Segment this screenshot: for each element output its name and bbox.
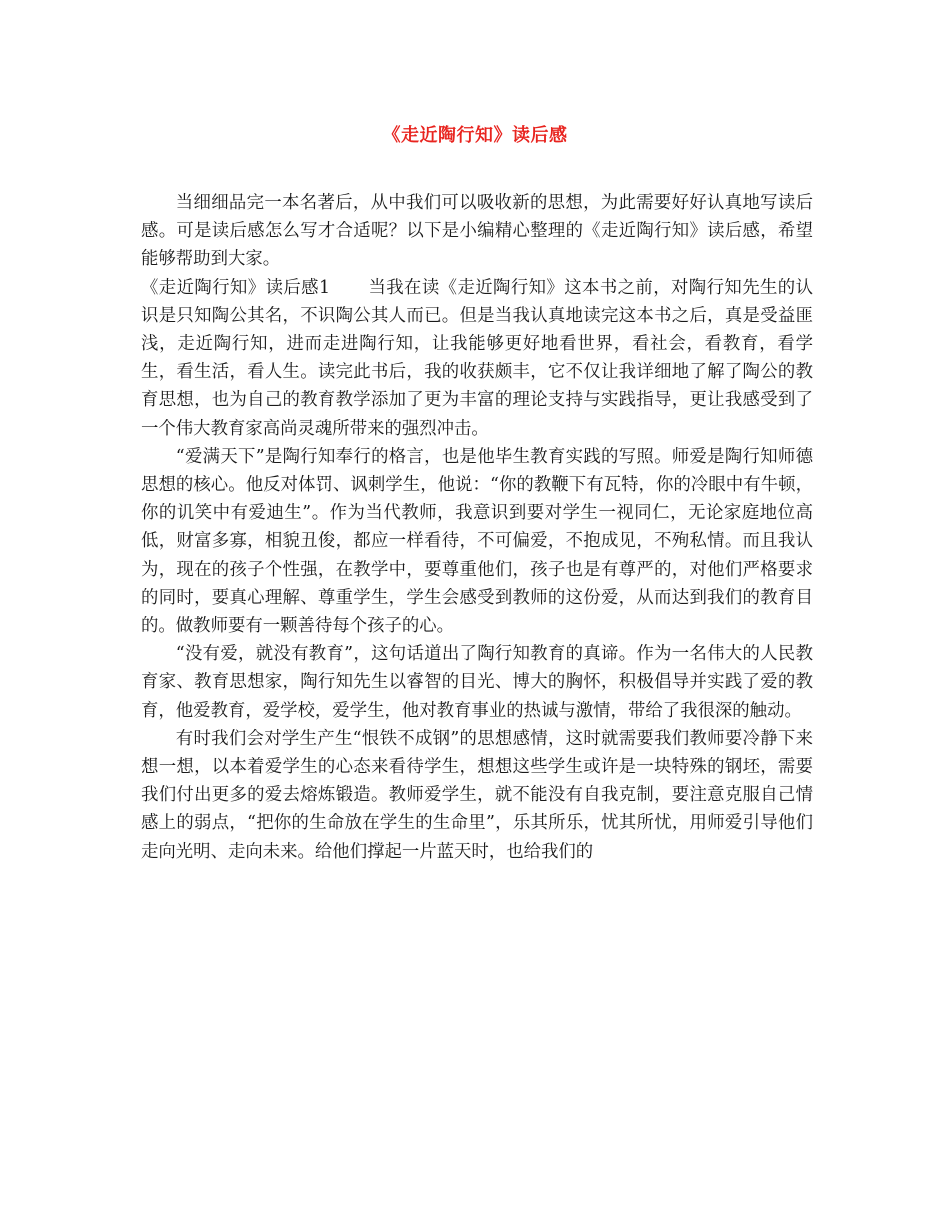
document-title: 《走近陶行知》读后感 — [382, 125, 568, 146]
section-paragraph — [141, 274, 813, 443]
section-first-text: 当我在读《走近陶行知》这本书之前，对陶行知先生的认识是只知陶公其名，不识陶公其人而已。但是当我认真地读完这本书之后，真是受益匪浅，走近陶行知，进而走进陶行知，让我能够更好地看世界，看社会，看教育，看学生，看生活，看人生。读完此书后，我的收获颇丰，它不仅让我详细地了解了陶公的教育思想，也为自己的教育教学添加了更为丰富的理论支持与实践指导，更让我感受到了一个伟大教育家高尚灵魂所带来的强烈冲击。 — [141, 277, 813, 439]
body-paragraph-1: “爱满天下”是陶行知奉行的格言，也是他毕生教育实践的写照。师爱是陶行知师德思想的核心。他反对体罚、讽刺学生，他说：“你的教鞭下有瓦特，你的冷眼中有牛顿，你的讥笑中有爱迪生”。作为当代教师，我意识到要对学生一视同仁，无论家庭地位高低，财富多寡，相貌丑俊，都应一样看待，不可偏爱，不抱成见，不殉私情。而且我认为，现在的孩子个性强，在教学中，要尊重他们，孩子也是有尊严的，对他们严格要求的同时，要真心理解、尊重学生，学生会感受到教师的这份爱，从而达到我们的教育目的。做教师要有一颗善待每个孩子的心。 — [141, 446, 813, 637]
intro-paragraph: 当细细品完一本名著后，从中我们可以吸收新的思想，为此需要好好认真地写读后感。可是读后感怎么写才合适呢？以下是小编精心整理的《走近陶行知》读后感，希望能够帮助到大家。 — [141, 193, 813, 270]
section-label: 《走近陶行知》读后感1 — [141, 277, 331, 298]
body-paragraph-2: “没有爱，就没有教育”，这句话道出了陶行知教育的真谛。作为一名伟大的人民教育家、教育思想家，陶行知先生以睿智的目光、博大的胸怀，积极倡导并实践了爱的教育，他爱教育，爱学校，爱学生，他对教育事业的热诚与激情，带给了我很深的触动。 — [141, 644, 813, 721]
body-paragraph-3: 有时我们会对学生产生“恨铁不成钢”的思想感情，这时就需要我们教师要冷静下来想一想，以本着爱学生的心态来看待学生，想想这些学生或许是一块特殊的钢坯，需要我们付出更多的爱去熔炼锻造。教师爱学生，就不能没有自我克制，要注意克服自己情感上的弱点，“把你的生命放在学生的生命里”，乐其所乐，忧其所忧，用师爱引导他们走向光明、走向未来。给他们撑起一片蓝天时，也给我们的 — [141, 728, 813, 862]
document-body — [141, 189, 813, 866]
